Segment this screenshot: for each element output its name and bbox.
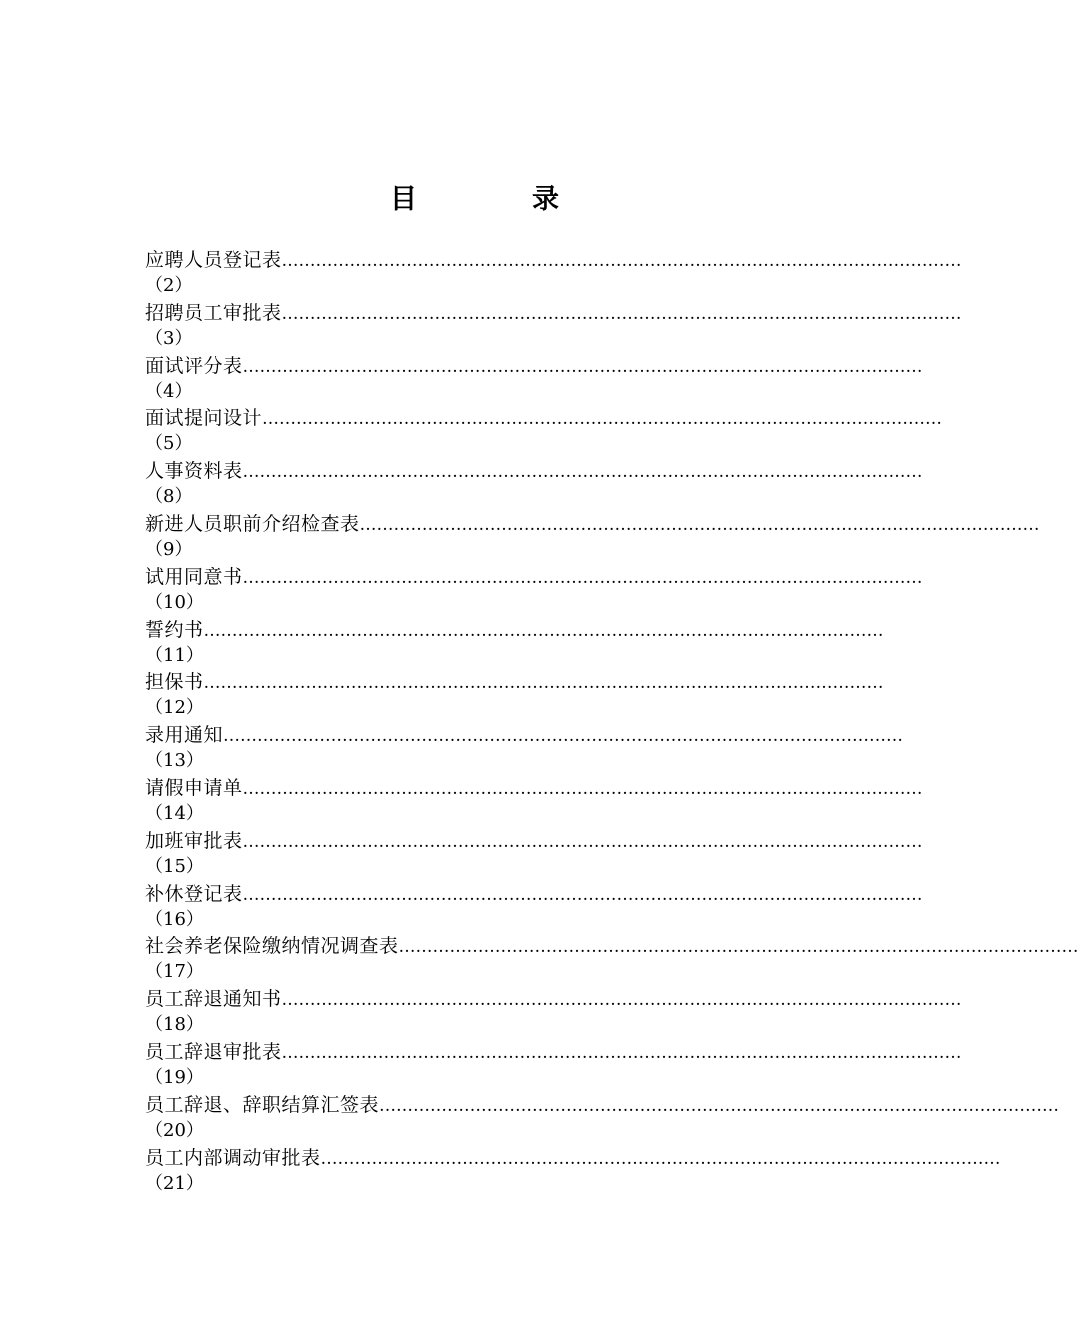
toc-entry-page: （16） — [145, 908, 204, 930]
toc-entry-label: 社会养老保险缴纳情况调查表 — [145, 935, 399, 958]
toc-entry-label: 面试提问设计 — [145, 407, 263, 430]
toc-entry-page: （5） — [145, 433, 193, 455]
toc-entry-label: 员工辞退审批表 — [145, 1040, 282, 1063]
toc-entry-page: （2） — [145, 275, 193, 296]
toc-entry-page: （4） — [145, 380, 193, 402]
toc-leader-dots: ………………………………………………………………………………………………………… — [281, 303, 962, 324]
toc-entry-label: 应聘人员登记表 — [145, 249, 282, 271]
toc-entry[interactable] — [145, 247, 962, 300]
toc-entry[interactable] — [145, 775, 923, 828]
toc-leader-dots: ………………………………………………………………………………………………………… — [320, 1148, 1001, 1169]
toc-leader-dots: ………………………………………………………………………………………………………… — [203, 673, 884, 694]
toc-entry-page: （14） — [145, 802, 204, 824]
toc-entry-page: （13） — [145, 750, 204, 772]
toc-entry-label: 新进人员职前介绍检查表 — [145, 512, 360, 535]
toc-entry[interactable] — [145, 300, 962, 353]
toc-leader-dots: ………………………………………………………………………………………………………… — [242, 778, 923, 799]
toc-leader-dots: ………………………………………………………………………………………………………… — [242, 567, 923, 588]
toc-leader-dots: ………………………………………………………………………………………………………… — [203, 620, 884, 641]
toc-leader-dots: ………………………………………………………………………………………………………… — [359, 514, 1040, 535]
toc-entry-page: （3） — [145, 327, 193, 349]
toc-leader-dots: ………………………………………………………………………………………………………… — [398, 937, 1079, 958]
toc-entry[interactable] — [145, 617, 884, 670]
toc-entry-page: （10） — [145, 591, 204, 613]
toc-entry-label: 员工辞退、辞职结算汇签表 — [145, 1093, 380, 1116]
toc-entry-page: （17） — [145, 961, 204, 983]
toc-entry[interactable] — [145, 511, 1040, 564]
toc-leader-dots: ………………………………………………………………………………………………………… — [242, 356, 923, 377]
toc-entry-page: （19） — [145, 1066, 204, 1088]
toc-leader-dots: ………………………………………………………………………………………………………… — [262, 409, 943, 430]
toc-entry-page: （9） — [145, 538, 193, 560]
toc-entry-label: 面试评分表 — [145, 354, 243, 377]
toc-entry-label: 请假申请单 — [145, 776, 243, 799]
toc-entry[interactable] — [145, 353, 923, 406]
toc-leader-dots: ………………………………………………………………………………………………………… — [281, 990, 962, 1011]
toc-entry-label: 人事资料表 — [145, 460, 243, 483]
table-of-contents — [145, 247, 1079, 1197]
toc-leader-dots: ………………………………………………………………………………………………………… — [281, 1042, 962, 1063]
toc-leader-dots: ………………………………………………………………………………………………………… — [281, 251, 962, 271]
toc-entry[interactable] — [145, 933, 1079, 986]
page-title — [0, 180, 950, 220]
toc-leader-dots: ………………………………………………………………………………………………………… — [379, 1095, 1060, 1116]
toc-entry-label: 录用通知 — [145, 724, 224, 747]
toc-entry-page: （18） — [145, 1014, 204, 1036]
toc-entry[interactable] — [145, 405, 943, 458]
toc-entry-page: （8） — [145, 486, 193, 508]
toc-entry[interactable] — [145, 881, 923, 934]
toc-entry-label: 担保书 — [145, 671, 204, 694]
toc-leader-dots: ………………………………………………………………………………………………………… — [242, 884, 923, 905]
toc-entry[interactable] — [145, 1039, 962, 1092]
toc-entry-label: 员工辞退通知书 — [145, 988, 282, 1011]
toc-entry-label: 员工内部调动审批表 — [145, 1146, 321, 1169]
toc-entry-page: （15） — [145, 855, 204, 877]
toc-entry-page: （21） — [145, 1172, 204, 1194]
toc-entry[interactable] — [145, 564, 923, 617]
toc-entry[interactable] — [145, 1092, 1060, 1145]
toc-entry[interactable] — [145, 828, 923, 881]
toc-leader-dots: ………………………………………………………………………………………………………… — [223, 726, 904, 747]
toc-entry[interactable] — [145, 458, 923, 511]
toc-entry[interactable] — [145, 986, 962, 1039]
toc-entry[interactable] — [145, 722, 904, 775]
title-char-2: 录 — [532, 184, 559, 215]
toc-entry-label: 试用同意书 — [145, 565, 243, 588]
toc-entry[interactable] — [145, 1145, 1001, 1198]
toc-entry-label: 誓约书 — [145, 618, 204, 641]
toc-entry-label: 招聘员工审批表 — [145, 301, 282, 324]
toc-entry-label: 补休登记表 — [145, 882, 243, 905]
toc-entry[interactable] — [145, 669, 884, 722]
toc-entry-label: 加班审批表 — [145, 829, 243, 852]
toc-entry-page: （20） — [145, 1119, 204, 1141]
toc-entry-page: （12） — [145, 697, 204, 719]
toc-leader-dots: ………………………………………………………………………………………………………… — [242, 831, 923, 852]
toc-leader-dots: ………………………………………………………………………………………………………… — [242, 462, 923, 483]
toc-entry-page: （11） — [145, 644, 204, 666]
title-char-1: 目 — [390, 184, 417, 215]
